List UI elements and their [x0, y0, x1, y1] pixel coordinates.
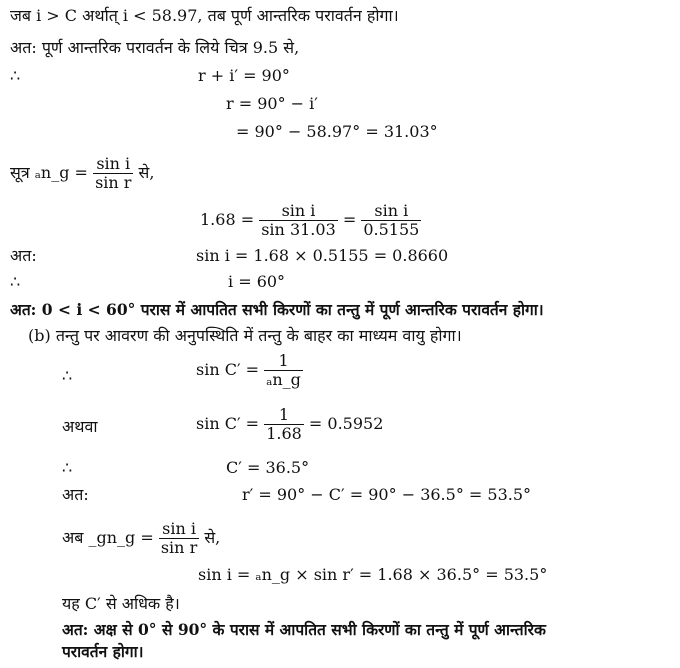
sutra-tail: से,: [138, 163, 155, 182]
equation-8: [196, 406, 383, 443]
therefore-symbol-2: ∴: [10, 272, 21, 291]
ata-label-1: अत:: [10, 246, 37, 265]
therefore-symbol-4: ∴: [62, 458, 73, 477]
equation-4: [200, 202, 421, 239]
conclusion-b-line-2: परावर्तन होगा।: [62, 642, 144, 661]
sutra-lhs: ₐn_g =: [34, 163, 88, 182]
equation-2: r = 90° − i′: [226, 94, 318, 113]
ab-lhs: _gn_g =: [88, 528, 154, 547]
eq8-numerator: 1: [278, 405, 290, 424]
eq4-fraction-2: [361, 202, 421, 239]
equation-1: r + i′ = 90°: [198, 66, 290, 85]
athva-label: अथवा: [62, 417, 98, 436]
eq4-lhs: 1.68 =: [200, 210, 255, 229]
ata-label-2: अत:: [62, 485, 89, 504]
eq8-denominator: 1.68: [266, 424, 302, 443]
ab-fraction: [159, 520, 199, 557]
line-condition: जब i > C अर्थात् i < 58.97, तब पूर्ण आन्तरिक परावर्तन होगा।: [10, 6, 399, 25]
conclusion-b-line-1: अत: अक्ष से 0° से 90° के परास में आपतित सभी किरणों का तन्तु में पूर्ण आन्तरिक: [62, 620, 546, 639]
eq7-lhs: sin C′ =: [196, 360, 260, 379]
eq4-numerator-1: sin i: [281, 201, 316, 220]
eq4-denominator-1: sin 31.03: [261, 220, 336, 239]
ab-denominator: sin r: [160, 538, 198, 557]
comparison-note: यह C′ से अधिक है।: [62, 594, 180, 613]
equation-3: = 90° − 58.97° = 31.03°: [236, 122, 438, 141]
equation-7: [196, 352, 303, 389]
eq8-tail: = 0.5952: [308, 414, 384, 433]
eq7-denominator: ₐn_g: [266, 370, 301, 389]
part-b-intro: (b) तन्तु पर आवरण की अनुपस्थिति में तन्तु के बाहर का माध्यम वायु होगा।: [28, 326, 462, 345]
sutra-label: सूत्र: [10, 163, 30, 182]
ab-tail: से,: [204, 528, 221, 547]
ab-line: [62, 520, 220, 557]
sutra-denominator: sin r: [95, 173, 132, 192]
ab-label: अब: [62, 528, 84, 547]
equation-9: C′ = 36.5°: [226, 458, 310, 477]
eq7-numerator: 1: [278, 351, 289, 370]
eq8-fraction: [264, 406, 304, 443]
equation-11: sin i = ₐn_g × sin r′ = 1.68 × 36.5° = 53.5°: [198, 565, 548, 584]
sutra-line: [10, 155, 154, 192]
eq8-lhs: sin C′ =: [196, 414, 260, 433]
equation-10: r′ = 90° − C′ = 90° − 36.5° = 53.5°: [242, 485, 532, 504]
therefore-symbol-3: ∴: [62, 366, 73, 385]
sutra-numerator: sin i: [96, 154, 131, 173]
equation-5: sin i = 1.68 × 0.5155 = 0.8660: [196, 246, 449, 265]
equation-6: i = 60°: [228, 272, 286, 291]
eq4-numerator-2: sin i: [374, 201, 409, 220]
eq7-fraction: [264, 352, 303, 389]
line-intro: अत: पूर्ण आन्तरिक परावर्तन के लिये चित्र 9.5 से,: [10, 38, 300, 57]
conclusion-a: अत: 0 < i < 60° परास में आपतित सभी किरणों का तन्तु में पूर्ण आन्तरिक परावर्तन होगा।: [10, 300, 544, 319]
eq4-equals: =: [342, 210, 357, 229]
therefore-symbol: ∴: [10, 66, 21, 85]
eq4-denominator-2: 0.5155: [363, 220, 420, 239]
eq4-fraction-1: [259, 202, 338, 239]
ab-numerator: sin i: [162, 519, 196, 538]
sutra-fraction: [93, 155, 133, 192]
